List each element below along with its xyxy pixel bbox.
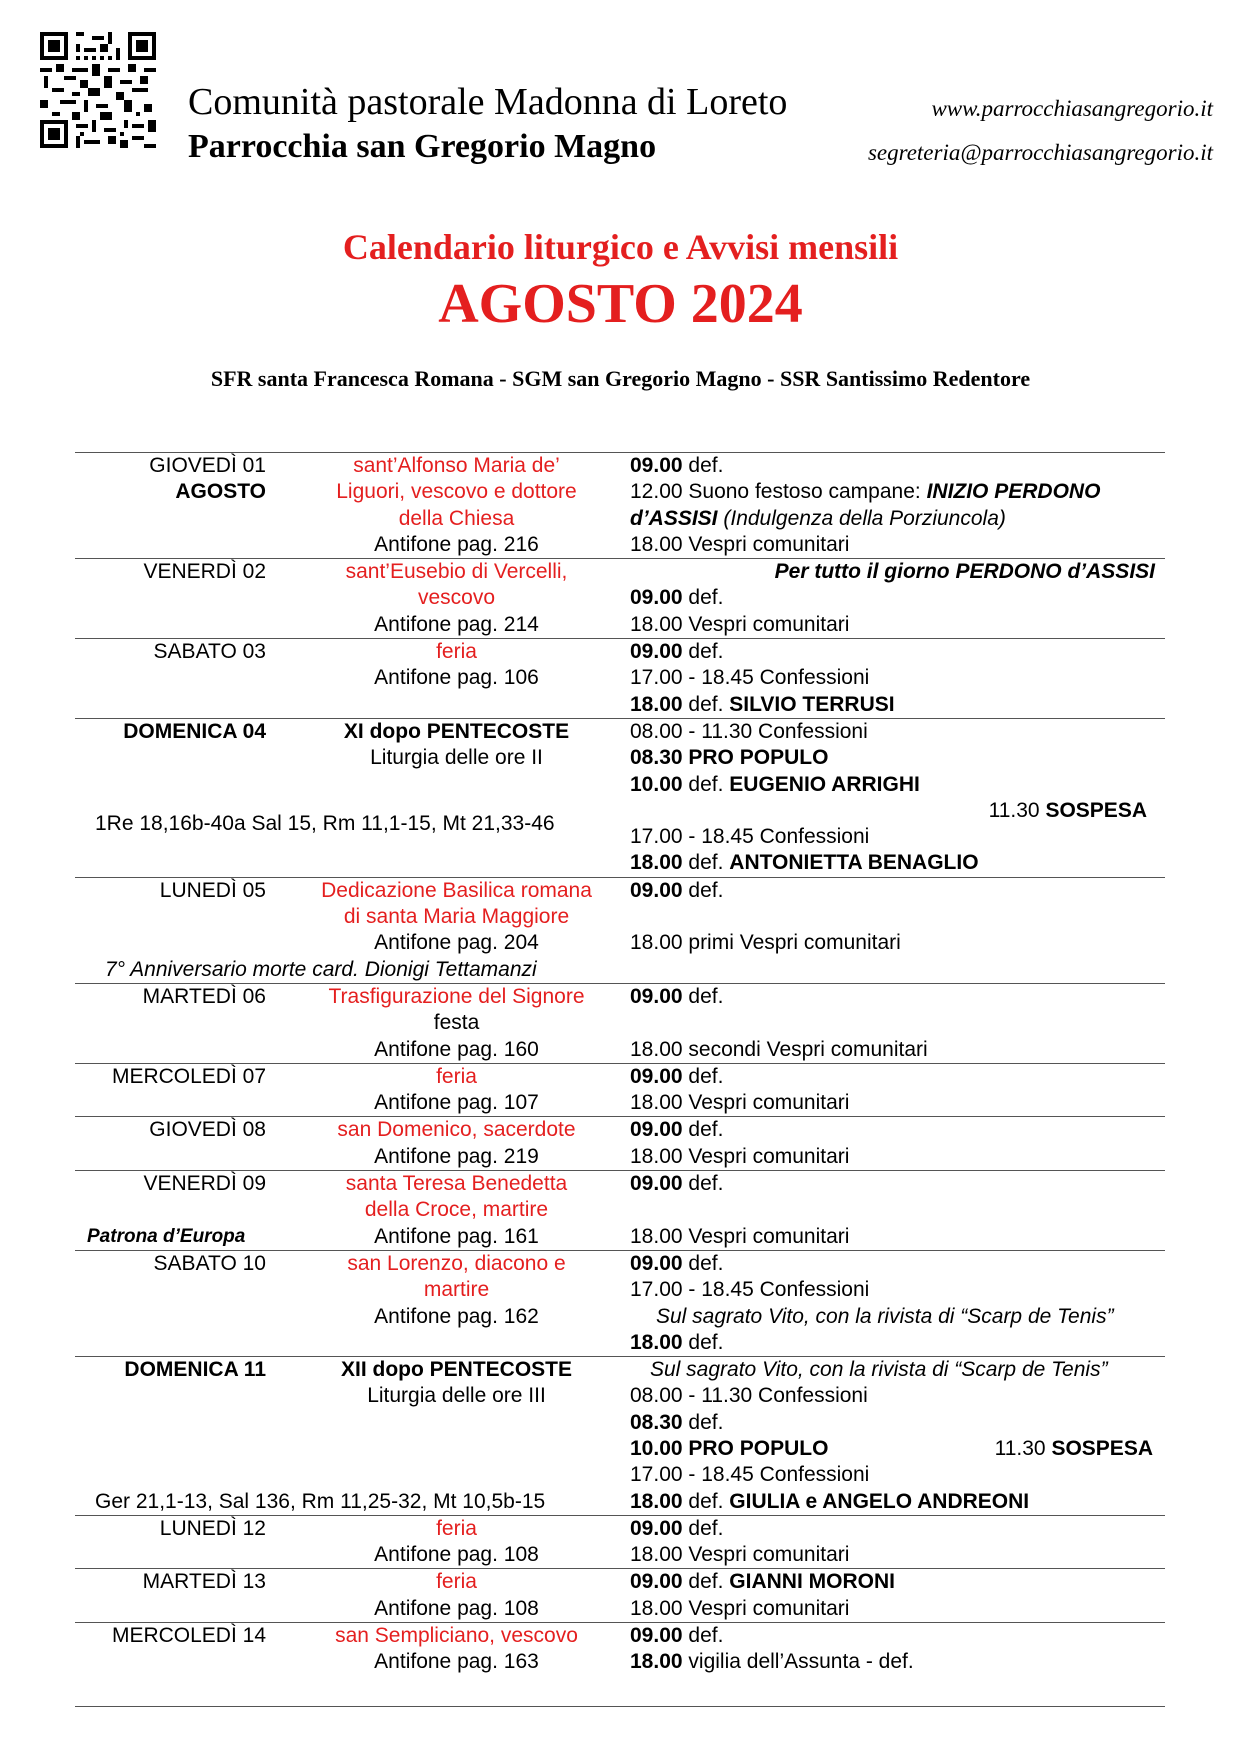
event-text: 08.00 - 11.30 Confessioni [630,719,868,743]
day-label: DOMENICA 04 [123,719,266,743]
church-legend: SFR santa Francesca Romana - SGM san Gregorio Magno - SSR Santissimo Redentore [210,366,1031,391]
day-label: SABATO 03 [153,640,266,664]
antifone-label: Antifone pag. 163 [374,1650,539,1674]
mass-time: 09.00 [630,586,683,610]
liturgy-hours-label: Liturgia delle ore III [367,1384,546,1408]
mass-intention: def. [688,1516,724,1540]
day-row-14 [75,1623,1165,1676]
day-row-01 [75,453,1165,559]
mass-intention: def. [688,851,724,875]
day-row-07 [75,1064,1165,1118]
mass-intention: def. [688,1064,724,1088]
mass-time: 18.00 [630,851,683,875]
saint-label: feria [436,1516,477,1540]
saint-label: Dedicazione Basilica romana [321,878,592,902]
antifone-label: Antifone pag. 108 [374,1543,539,1567]
day-label: SABATO 10 [153,1251,266,1275]
readings-label: 1Re 18,16b-40a Sal 15, Rm 11,1-15, Mt 21,33-46 [95,812,555,836]
saint-label: martire [423,1278,490,1302]
saint-label: san Sempliciano, vescovo [335,1624,578,1648]
event-text: 18.00 Vespri comunitari [630,1144,850,1168]
feast-label: festa [433,1011,480,1035]
mass-intention: def. [688,1624,724,1648]
mass-name: GIULIA e ANGELO ANDREONI [729,1489,1030,1513]
mass-time: 09.00 [630,640,683,664]
antifone-label: Antifone pag. 219 [374,1144,539,1168]
event-text: 18.00 Vespri comunitari [630,1091,850,1115]
saint-label: feria [436,1570,477,1594]
parish-name: Parrocchia san Gregorio Magno [188,128,657,165]
day-label: MARTEDÌ 13 [142,1570,266,1594]
email-link[interactable]: segreteria@parrocchiasangregorio.it [867,140,1213,165]
day-label: MARTEDÌ 06 [142,984,266,1008]
event-text: 18.00 Vespri comunitari [630,612,850,636]
month-title: AGOSTO 2024 [438,273,803,335]
mass-time: 11.30 [994,1436,1046,1460]
liturgy-label: XI dopo PENTECOSTE [343,719,570,743]
antifone-label: Antifone pag. 107 [374,1091,539,1115]
event-text: 17.00 - 18.45 Confessioni [630,1463,870,1487]
event-highlight: Per tutto il giorno PERDONO d’ASSISI [774,560,1155,584]
saint-label: feria [436,1064,477,1088]
mass-time: 08.30 [630,1410,683,1434]
day-label: VENERDÌ 09 [143,1172,266,1196]
anniversary-note: 7° Anniversario morte card. Dionigi Tettamanzi [105,957,537,981]
mass-name: SILVIO TERRUSI [729,692,895,716]
saint-label: san Domenico, sacerdote [337,1118,576,1142]
event-note: Sul sagrato Vito, con la rivista di “Scarp de Tenis” [656,1304,1114,1328]
day-label: LUNEDÌ 05 [159,878,266,902]
event-text: 12.00 Suono festoso campane: [630,480,921,504]
mass-intention: def. [688,1489,724,1513]
event-text: 18.00 secondi Vespri comunitari [630,1037,928,1061]
event-text: 18.00 Vespri comunitari [630,1543,850,1567]
bottom-divider [75,1706,1165,1707]
event-text: 18.00 Vespri comunitari [630,532,850,556]
day-label: DOMENICA 11 [124,1358,266,1382]
day-row-08 [75,1117,1165,1171]
mass-time: 18.00 [630,1489,683,1513]
event-highlight: d’ASSISI [630,506,718,530]
event-text: 17.00 - 18.45 Confessioni [630,825,870,849]
calendar-title: Calendario liturgico e Avvisi mensili [342,227,899,267]
day-label: GIOVEDÌ 01 [149,454,266,477]
saint-label: della Croce, martire [364,1198,549,1222]
day-row-09 [75,1171,1165,1251]
day-row-13 [75,1569,1165,1623]
event-text: 18.00 Vespri comunitari [630,1224,850,1248]
event-note: Sul sagrato Vito, con la rivista di “Scarp de Tenis” [650,1358,1108,1382]
antifone-label: Antifone pag. 214 [374,612,539,636]
mass-intention: def. [688,1172,724,1196]
mass-time: 18.00 [630,1650,683,1674]
saint-label: sant’Alfonso Maria de’ [353,454,560,477]
day-row-04 [75,719,1165,878]
mass-time: 18.00 [630,1330,683,1354]
day-label: VENERDÌ 02 [143,560,266,584]
mass-intention: def. [688,984,724,1008]
event-text: (Indulgenza della Porziuncola) [723,506,1006,530]
readings-label: Ger 21,1-13, Sal 136, Rm 11,25-32, Mt 10,5b-15 [95,1489,546,1513]
event-text: 08.00 - 11.30 Confessioni [630,1384,868,1408]
antifone-label: Antifone pag. 106 [374,666,539,690]
mass-intention: def. [688,1118,724,1142]
mass-intention: def. [688,1410,724,1434]
antifone-label: Antifone pag. 162 [374,1304,539,1328]
website-link[interactable]: www.parrocchiasangregorio.it [931,96,1213,121]
mass-time: 09.00 [630,1064,683,1088]
mass-time: 09.00 [630,1570,683,1594]
event-text: 18.00 Vespri comunitari [630,1596,850,1620]
day-row-10 [75,1251,1165,1357]
mass-intention: def. [688,878,724,902]
mass-time: 09.00 [630,454,683,477]
antifone-label: Antifone pag. 160 [374,1037,539,1061]
mass-intention: def. [688,586,724,610]
mass-time: 11.30 [988,798,1040,822]
mass-intention: def. [688,692,724,716]
mass-time: 18.00 [630,692,683,716]
mass-intention: def. [688,1570,724,1594]
day-row-02 [75,559,1165,639]
day-row-06 [75,984,1165,1064]
liturgy-hours-label: Liturgia delle ore II [370,746,543,770]
mass-intention: def. [688,772,724,796]
mass-time: 09.00 [630,1172,683,1196]
saint-label: della Chiesa [398,506,515,530]
mass-time: 09.00 [630,984,683,1008]
saint-label: feria [436,640,477,664]
saint-label: santa Teresa Benedetta [345,1172,568,1196]
day-label: MERCOLEDÌ 07 [111,1064,266,1088]
calendar-table [75,452,1165,1676]
mass-time: 10.00 [630,772,683,796]
day-row-05 [75,878,1165,984]
mass-name: ANTONIETTA BENAGLIO [729,851,979,875]
mass-intention: def. [688,1330,724,1354]
mass-intention: def. [688,1251,724,1275]
saint-label: di santa Maria Maggiore [343,905,570,929]
saint-label: Trasfigurazione del Signore [328,984,585,1008]
month-label: AGOSTO [175,480,266,504]
mass-intention: vigilia dell’Assunta - def. [688,1650,914,1674]
event-highlight: 08.30 PRO POPULO [630,746,829,770]
event-highlight: SOSPESA [1045,798,1147,822]
patrona-note: Patrona d’Europa [87,1225,246,1247]
event-text: 18.00 primi Vespri comunitari [630,931,901,955]
saint-label: vescovo [417,586,496,610]
day-row-03 [75,639,1165,719]
day-row-11 [75,1357,1165,1516]
day-label: MERCOLEDÌ 14 [111,1624,266,1648]
mass-time: 09.00 [630,1251,683,1275]
day-label: GIOVEDÌ 08 [149,1118,266,1142]
liturgy-label: XII dopo PENTECOSTE [340,1358,572,1382]
event-highlight: INIZIO PERDONO [926,480,1101,504]
antifone-label: Antifone pag. 161 [374,1224,539,1248]
event-text: 17.00 - 18.45 Confessioni [630,1278,870,1302]
mass-intention: def. [688,454,724,477]
mass-name: EUGENIO ARRIGHI [729,772,920,796]
saint-label: Liguori, vescovo e dottore [336,480,577,504]
mass-intention: def. [688,640,724,664]
antifone-label: Antifone pag. 204 [374,931,539,955]
antifone-label: Antifone pag. 216 [374,532,539,556]
day-row-12 [75,1516,1165,1570]
event-text: 17.00 - 18.45 Confessioni [630,666,870,690]
day-label: LUNEDÌ 12 [159,1516,266,1540]
community-name: Comunità pastorale Madonna di Loreto [188,81,788,123]
mass-time: 09.00 [630,1624,683,1648]
mass-time: 09.00 [630,1118,683,1142]
saint-label: san Lorenzo, diacono e [347,1251,566,1275]
saint-label: sant’Eusebio di Vercelli, [345,560,568,584]
qr-code-icon [40,32,156,148]
event-highlight: SOSPESA [1051,1436,1153,1460]
mass-time: 09.00 [630,1516,683,1540]
event-highlight: 10.00 PRO POPULO [630,1436,829,1460]
antifone-label: Antifone pag. 108 [374,1596,539,1620]
mass-time: 09.00 [630,878,683,902]
mass-name: GIANNI MORONI [729,1570,895,1594]
